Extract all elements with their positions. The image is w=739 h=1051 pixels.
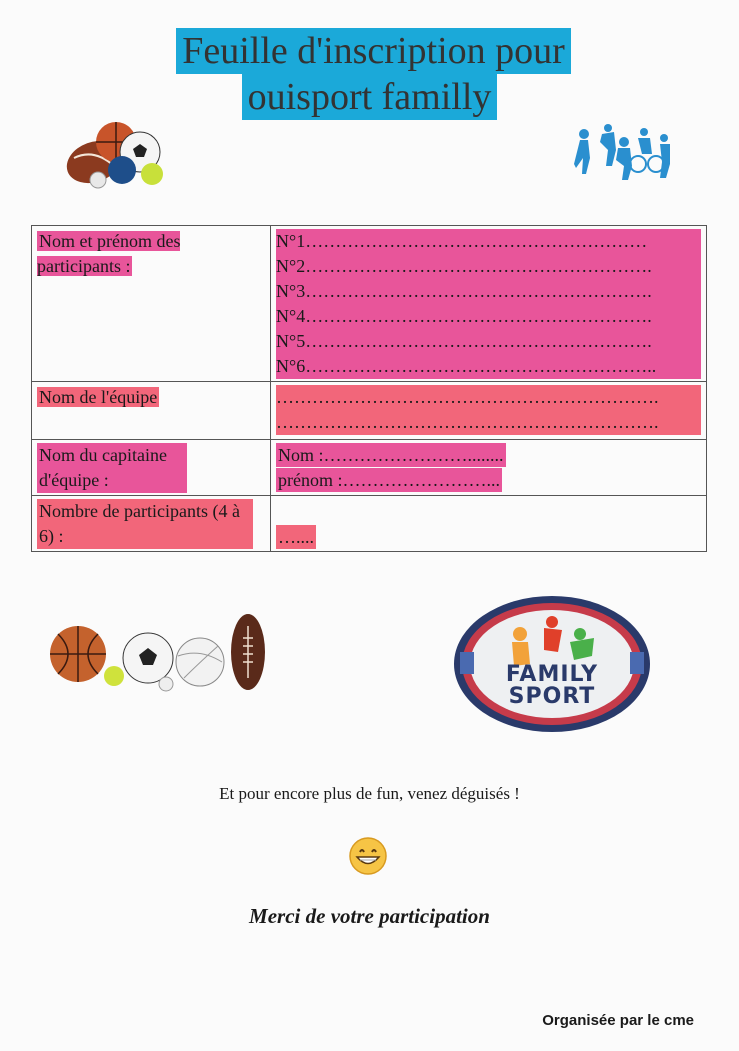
captain-label-cell [32, 440, 271, 496]
team-line-1[interactable]: ………………………………………………………. [276, 385, 701, 410]
title-line-2: ouisport familly [242, 74, 498, 120]
participant-line-1[interactable]: N°1………………………………………………… [276, 229, 701, 254]
captain-lines-cell[interactable] [271, 440, 707, 496]
participant-line-3[interactable]: N°3…………………………………………………. [276, 279, 701, 304]
count-label: Nombre de participants (4 à 6) : [37, 499, 253, 549]
count-label-cell [32, 496, 271, 552]
logo-text-line-2: SPORT [508, 684, 596, 709]
table-row-captain [32, 440, 707, 496]
sports-balls-image [64, 118, 168, 190]
thank-you-text: Merci de votre participation [249, 904, 490, 928]
family-sport-logo [452, 594, 652, 734]
sports-silhouettes-icon [572, 120, 672, 182]
count-cell[interactable] [271, 496, 707, 552]
participants-label-cell [32, 226, 271, 382]
participant-line-2[interactable]: N°2…………………………………………………. [276, 254, 701, 279]
title-line-1: Feuille d'inscription pour [176, 28, 571, 74]
table-row-participants [32, 226, 707, 382]
registration-table [31, 225, 707, 552]
table-row-count [32, 496, 707, 552]
logo-text-line-1: FAMILY [505, 662, 599, 687]
team-lines-cell[interactable] [271, 382, 707, 440]
participants-label: Nom et prénom des participants : [37, 231, 181, 276]
team-line-2[interactable]: ………………………………………………………. [276, 410, 701, 435]
team-label: Nom de l'équipe [39, 387, 158, 407]
team-label-cell [32, 382, 271, 440]
organizer-text: Organisée par le cme [542, 1012, 694, 1029]
participants-lines-cell[interactable] [271, 226, 707, 382]
balls-row-image [48, 612, 278, 696]
count-value[interactable]: ….... [278, 527, 314, 547]
participant-line-4[interactable]: N°4…………………………………………………. [276, 304, 701, 329]
page-title [0, 28, 739, 120]
captain-label: Nom du capitaine d'équipe : [37, 443, 187, 493]
participant-line-6[interactable]: N°6………………………………………………….. [276, 354, 701, 379]
captain-name-line[interactable]: Nom :……………………........ [278, 445, 504, 465]
grinning-face-icon [348, 836, 388, 876]
table-row-team [32, 382, 707, 440]
captain-firstname-line[interactable]: prénom :……………………... [278, 470, 500, 490]
fun-text: Et pour encore plus de fun, venez déguisés ! [219, 784, 520, 803]
participant-line-5[interactable]: N°5…………………………………………………. [276, 329, 701, 354]
